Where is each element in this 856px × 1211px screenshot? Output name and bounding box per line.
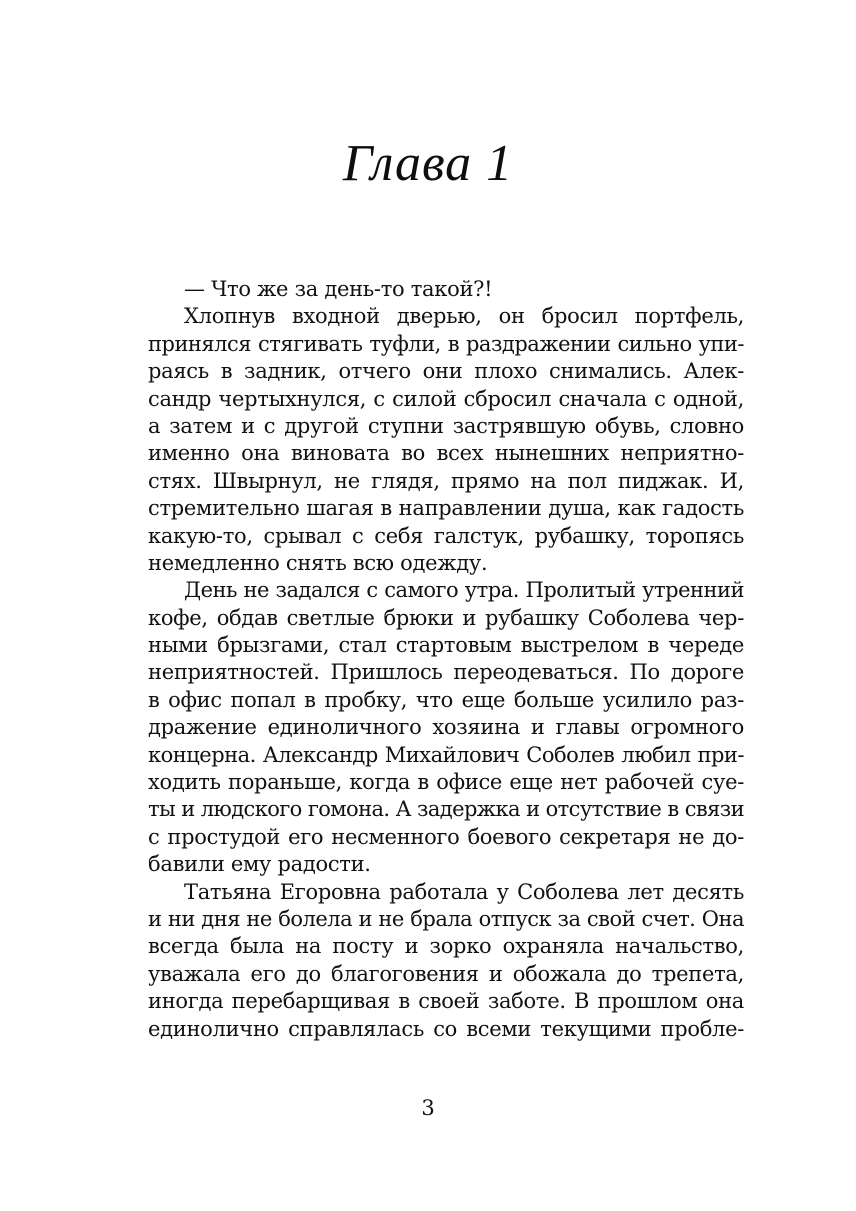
text-line: дражение единоличного хозяина и главы огромного bbox=[148, 715, 744, 740]
text-line: всегда была на посту и зорко охраняла начальство, bbox=[148, 934, 744, 959]
text-line: День не задался с самого утра. Пролитый утренний bbox=[184, 578, 744, 603]
text-line: бавили ему радости. bbox=[148, 852, 371, 877]
text-line: неприятностей. Пришлось переодеваться. По дороге bbox=[148, 660, 744, 685]
text-line: и ни дня не болела и не брала отпуск за свой счет. Она bbox=[148, 906, 744, 931]
text-line: Хлопнув входной дверью, он бросил портфель, bbox=[184, 304, 744, 329]
text-line: сандр чертыхнулся, с силой сбросил сначала с одной, bbox=[148, 386, 744, 411]
text-line: стях. Швырнул, не глядя, прямо на пол пиджак. И, bbox=[148, 468, 744, 493]
text-line: единолично справлялась со всеми текущими пробле- bbox=[148, 1016, 744, 1041]
text-line: с простудой его несменного боевого секретаря не до- bbox=[148, 824, 744, 849]
text-line: а затем и с другой ступни застрявшую обувь, словно bbox=[148, 413, 744, 438]
text-line: Татьяна Егоровна работала у Соболева лет десять bbox=[184, 879, 744, 904]
text-line: какую-то, срывал с себя галстук, рубашку, торопясь bbox=[148, 523, 744, 548]
text-line: ты и людского гомона. А задержка и отсутствие в связи bbox=[148, 797, 744, 822]
text-line: принялся стягивать туфли, в раздражении сильно упи- bbox=[148, 331, 744, 356]
text-line: стремительно шагая в направлении душа, как гадость bbox=[148, 496, 744, 521]
chapter-title: Глава 1 bbox=[342, 135, 514, 192]
body-text bbox=[148, 276, 744, 1043]
text-line: именно она виновата во всех нынешних неприятно- bbox=[148, 441, 744, 466]
text-line: — Что же за день-то такой?! bbox=[184, 277, 493, 301]
text-line: концерна. Александр Михайлович Соболев любил при- bbox=[148, 742, 744, 767]
text-line: раясь в задник, отчего они плохо снимались. Алек- bbox=[148, 359, 744, 384]
text-line: ными брызгами, стал стартовым выстрелом в череде bbox=[148, 633, 744, 658]
text-line: уважала его до благоговения и обожала до трепета, bbox=[148, 961, 744, 986]
page-number: 3 bbox=[421, 1096, 435, 1120]
text-line: немедленно снять всю одежду. bbox=[148, 550, 488, 575]
text-line: ходить пораньше, когда в офисе еще нет рабочей суе- bbox=[148, 770, 744, 795]
text-line: иногда перебарщивая в своей заботе. В прошлом она bbox=[148, 989, 744, 1014]
text-line: в офис попал в пробку, что еще больше усилило раз- bbox=[148, 687, 744, 712]
text-line: кофе, обдав светлые брюки и рубашку Соболева чер- bbox=[148, 605, 744, 630]
